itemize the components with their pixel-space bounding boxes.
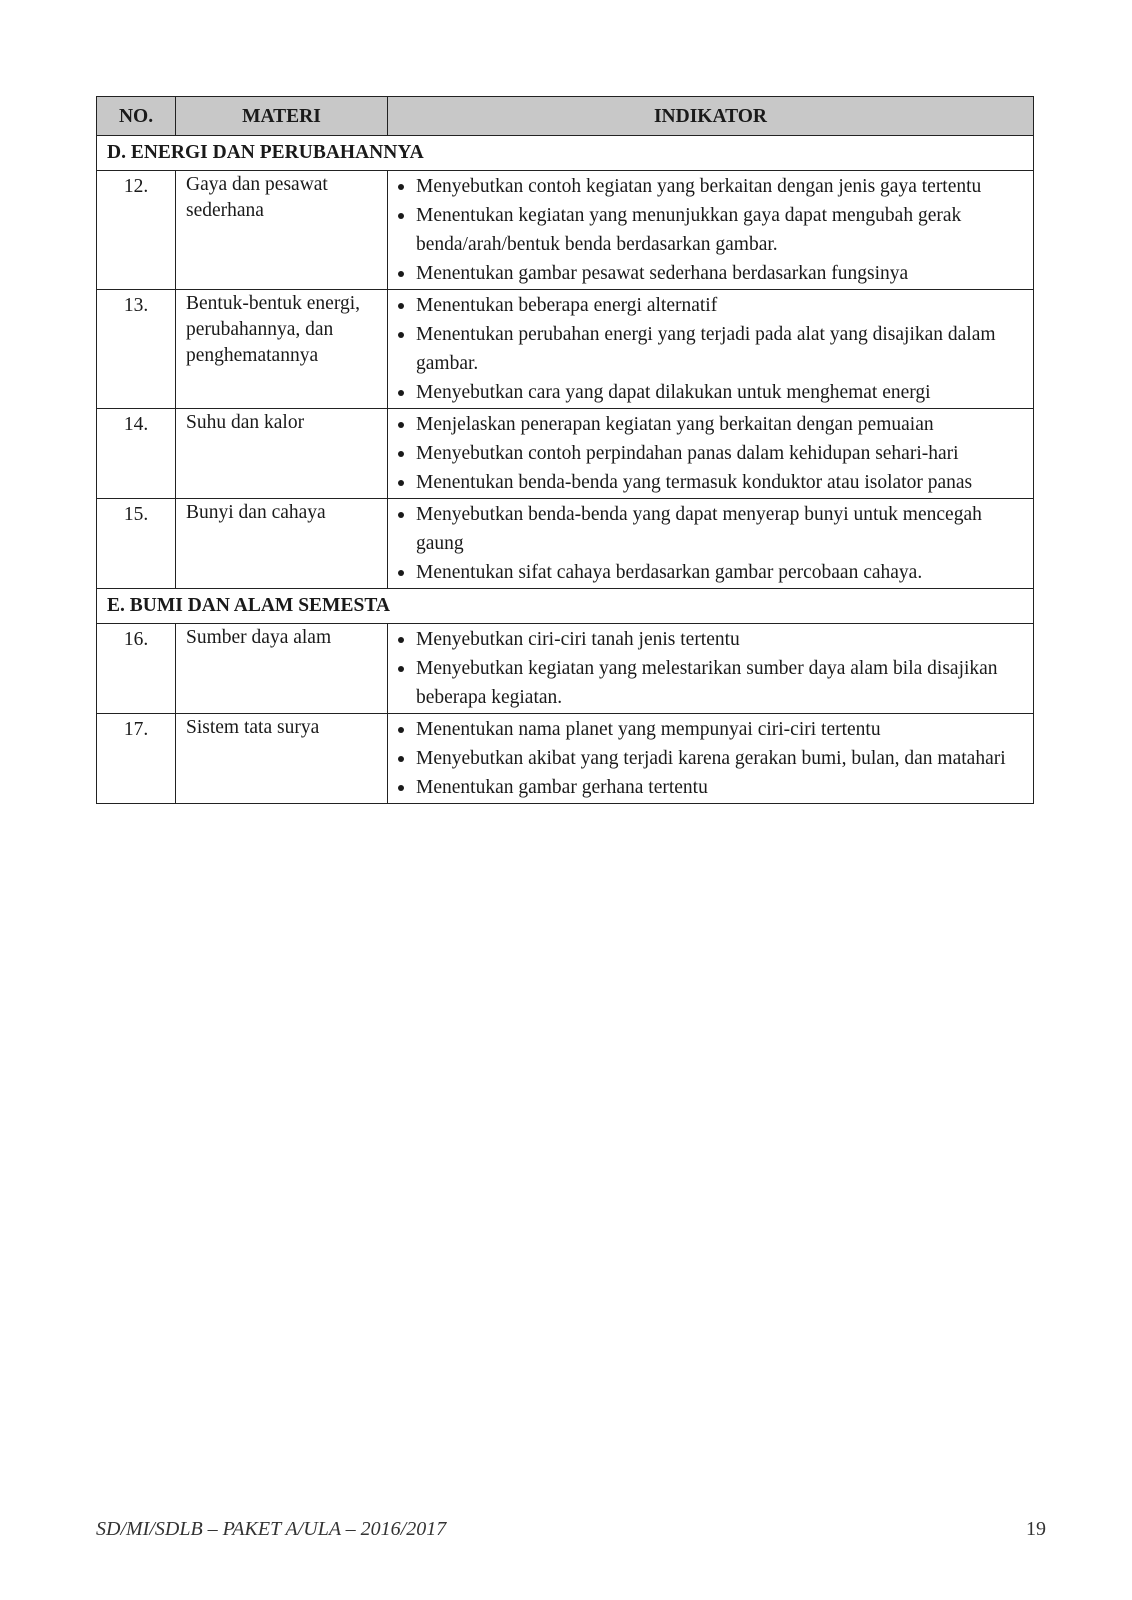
header-materi: MATERI [176,97,388,136]
row-indikator [388,290,1034,409]
row-number: 13. [97,290,176,409]
table-row [97,714,1034,804]
row-materi: Bunyi dan cahaya [176,499,388,589]
row-materi: Gaya dan pesawat sederhana [176,171,388,290]
bullet-icon [398,480,404,486]
bullet-icon [398,756,404,762]
bullet-icon [398,785,404,791]
indicator-text: Menyebutkan akibat yang terjadi karena gerakan bumi, bulan, dan matahari [416,748,1006,769]
bullet-icon [398,637,404,643]
footer-title: SD/MI/SDLB – PAKET A/ULA – 2016/2017 [96,1518,447,1540]
bullet-icon [398,512,404,518]
table-row [97,409,1034,499]
indicator-item [392,410,1025,439]
indicator-item [392,715,1025,744]
indicator-text: Menyebutkan contoh kegiatan yang berkaitan dengan jenis gaya tertentu [416,176,982,197]
header-indikator: INDIKATOR [388,97,1034,136]
indicator-item [392,291,1025,320]
row-number: 17. [97,714,176,804]
row-materi: Suhu dan kalor [176,409,388,499]
section-row [97,589,1034,624]
row-indikator [388,714,1034,804]
page-number: 19 [1026,1518,1046,1540]
indicator-text: Menyebutkan contoh perpindahan panas dalam kehidupan sehari-hari [416,443,959,464]
indicator-text: Menentukan beberapa energi alternatif [416,295,718,316]
bullet-icon [398,422,404,428]
indicator-item [392,744,1025,773]
indicator-table [96,96,1034,804]
bullet-icon [398,570,404,576]
bullet-icon [398,451,404,457]
indicator-item [392,439,1025,468]
indicator-text: Menentukan gambar pesawat sederhana berdasarkan fungsinya [416,263,909,284]
header-no: NO. [97,97,176,136]
bullet-icon [398,666,404,672]
bullet-icon [398,213,404,219]
indicator-text: Menentukan kegiatan yang menunjukkan gaya dapat mengubah gerak benda/arah/bentuk benda berdasarkan gambar. [416,205,962,255]
indicator-item [392,558,1025,587]
table-row [97,290,1034,409]
row-indikator [388,409,1034,499]
bullet-icon [398,390,404,396]
indicator-list [392,291,1025,407]
indicator-text: Menentukan perubahan energi yang terjadi pada alat yang disajikan dalam gambar. [416,324,996,374]
indicator-text: Menyebutkan kegiatan yang melestarikan sumber daya alam bila disajikan beberapa kegiatan. [416,658,998,708]
indicator-text: Menentukan gambar gerhana tertentu [416,777,708,798]
indicator-text: Menyebutkan ciri-ciri tanah jenis tertentu [416,629,740,650]
bullet-icon [398,332,404,338]
indicator-text: Menjelaskan penerapan kegiatan yang berkaitan dengan pemuaian [416,414,934,435]
indicator-item [392,468,1025,497]
indicator-list [392,410,1025,497]
bullet-icon [398,303,404,309]
table-row [97,171,1034,290]
indicator-text: Menyebutkan cara yang dapat dilakukan untuk menghemat energi [416,382,931,403]
table-row [97,499,1034,589]
bullet-icon [398,271,404,277]
row-number: 12. [97,171,176,290]
indicator-item [392,654,1025,712]
indicator-item [392,773,1025,802]
row-materi: Sumber daya alam [176,624,388,714]
table-row [97,624,1034,714]
row-materi: Sistem tata surya [176,714,388,804]
indicator-list [392,500,1025,587]
indicator-list [392,625,1025,712]
indicator-item [392,172,1025,201]
indicator-list [392,715,1025,802]
table-header-row [97,97,1034,136]
section-title: D. ENERGI DAN PERUBAHANNYA [97,136,1034,171]
bullet-icon [398,727,404,733]
row-indikator [388,624,1034,714]
indicator-item [392,500,1025,558]
row-number: 14. [97,409,176,499]
section-row [97,136,1034,171]
row-indikator [388,499,1034,589]
indicator-item [392,625,1025,654]
indicator-text: Menyebutkan benda-benda yang dapat menyerap bunyi untuk mencegah gaung [416,504,982,554]
indicator-text: Menentukan sifat cahaya berdasarkan gambar percobaan cahaya. [416,562,923,583]
indicator-item [392,201,1025,259]
row-number: 16. [97,624,176,714]
row-number: 15. [97,499,176,589]
row-indikator [388,171,1034,290]
bullet-icon [398,184,404,190]
indicator-text: Menentukan benda-benda yang termasuk konduktor atau isolator panas [416,472,973,493]
indicator-item [392,259,1025,288]
indicator-list [392,172,1025,288]
indicator-item [392,378,1025,407]
indicator-item [392,320,1025,378]
section-title: E. BUMI DAN ALAM SEMESTA [97,589,1034,624]
row-materi: Bentuk-bentuk energi, perubahannya, dan penghematannya [176,290,388,409]
indicator-text: Menentukan nama planet yang mempunyai ciri-ciri tertentu [416,719,881,740]
